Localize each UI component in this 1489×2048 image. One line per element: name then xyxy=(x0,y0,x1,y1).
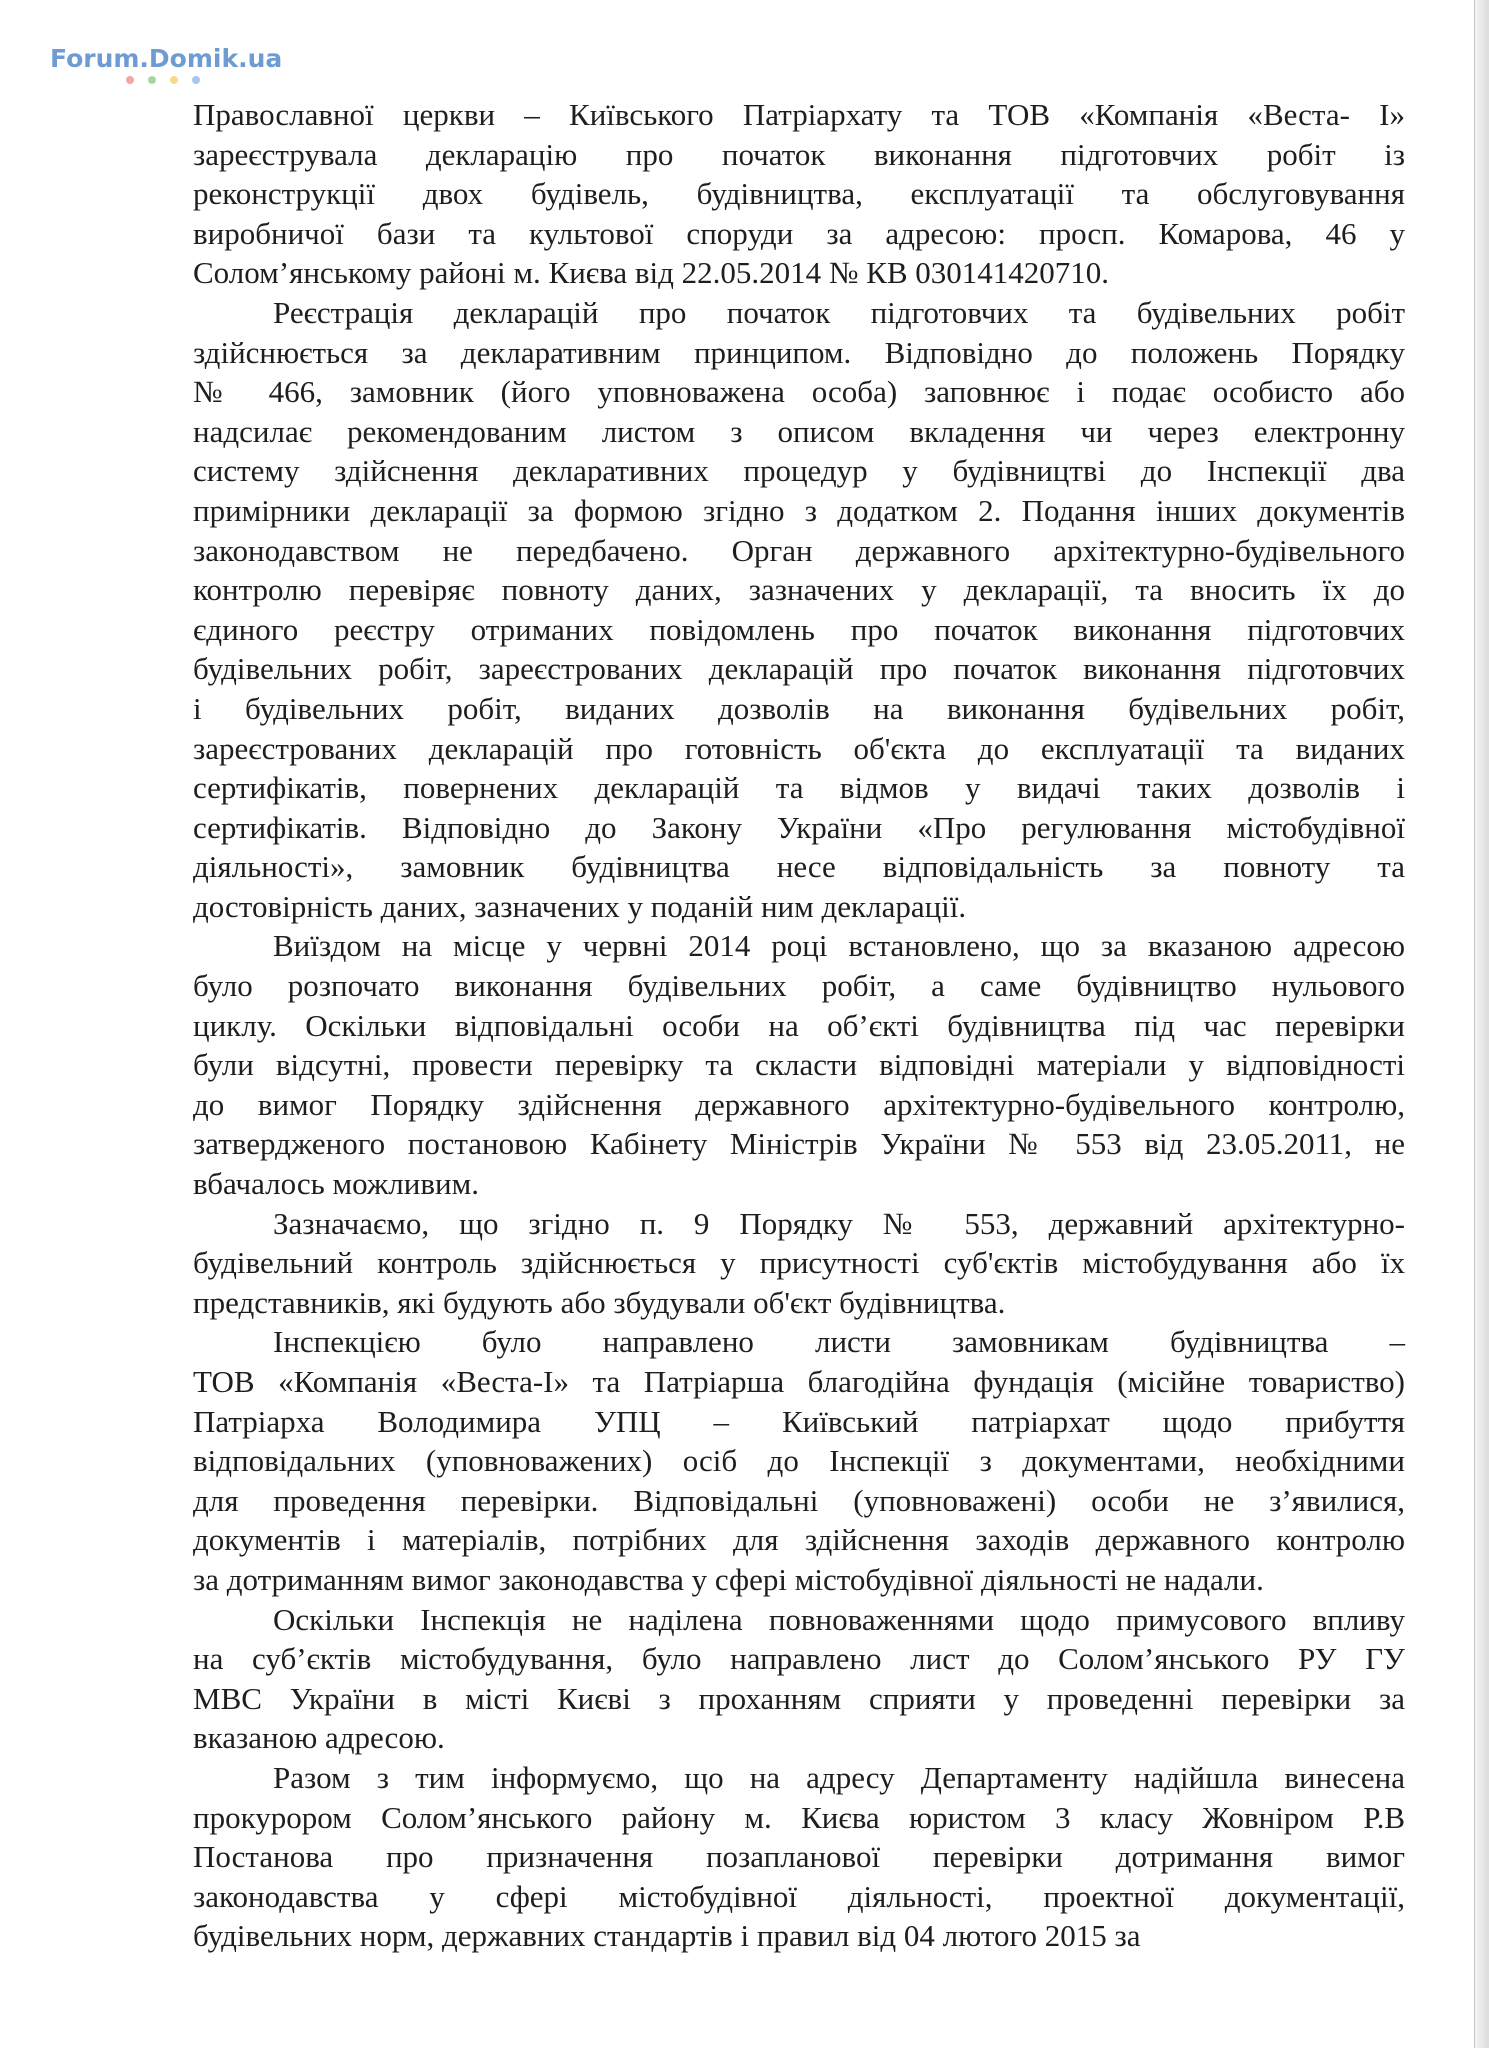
text-line: будівельних норм, державних стандартів і правил від 04 лютого 2015 за xyxy=(193,1918,1141,1954)
paragraph xyxy=(193,293,1405,927)
letter-body xyxy=(193,95,1405,1956)
text-line: законодавства у сфері містобудівної діяльності, проектної документації, xyxy=(193,1878,1405,1914)
text-line: вбачалось можливим. xyxy=(193,1166,479,1202)
text-line: Реєстрація декларацій про початок підготовчих та будівельних робіт xyxy=(273,294,1405,330)
text-line: Солом’янському районі м. Києва від 22.05.2014 № КВ 030141420710. xyxy=(193,255,1110,291)
text-line: Разом з тим інформуємо, що на адресу Департаменту надійшла винесена xyxy=(273,1759,1405,1795)
text-line: законодавством не передбачено. Орган державного архітектурно-будівельного xyxy=(193,532,1405,568)
text-line: будівельних робіт, зареєстрованих декларацій про початок виконання підготовчих xyxy=(193,651,1405,687)
text-line: було розпочато виконання будівельних робіт, а саме будівництво нульового xyxy=(193,968,1405,1004)
watermark-dot xyxy=(192,76,200,84)
text-line: надсилає рекомендованим листом з описом вкладення чи через електронну xyxy=(193,413,1405,449)
scan-page-edge xyxy=(1474,0,1489,2048)
text-line: Патріарха Володимира УПЦ – Київський патріархат щодо прибуття xyxy=(193,1403,1405,1439)
paragraph xyxy=(193,926,1405,1203)
paragraph xyxy=(193,1600,1405,1758)
text-line: МВС України в місті Києві з проханням сприяти у проведенні перевірки за xyxy=(193,1680,1405,1716)
watermark-dots xyxy=(126,76,200,84)
text-line: Постанова про призначення позапланової перевірки дотримання вимог xyxy=(193,1839,1405,1875)
text-line: відповідальних (уповноважених) осіб до Інспекції з документами, необхідними xyxy=(193,1443,1405,1479)
text-line: зареєстрованих декларацій про готовність об'єкта до експлуатації та виданих xyxy=(193,730,1405,766)
watermark-dot xyxy=(126,76,134,84)
paragraph xyxy=(193,1758,1405,1956)
text-line: здійснюється за декларативним принципом. Відповідно до положень Порядку xyxy=(193,334,1405,370)
text-line: ТОВ «Компанія «Веста-І» та Патріарша благодійна фундація (місійне товариство) xyxy=(193,1364,1405,1399)
text-line: сертифікатів, повернених декларацій та відмов у видачі таких дозволів і xyxy=(193,770,1405,806)
forum-watermark: Forum.Domik.ua xyxy=(50,44,283,73)
watermark-dot xyxy=(170,76,178,84)
text-line: циклу. Оскільки відповідальні особи на об’єкті будівництва під час перевірки xyxy=(193,1007,1405,1043)
text-line: документів і матеріалів, потрібних для здійснення заходів державного контролю xyxy=(193,1522,1405,1558)
text-line: до вимог Порядку здійснення державного архітектурно-будівельного контролю, xyxy=(193,1086,1405,1122)
text-line: виробничої бази та культової споруди за адресою: просп. Комарова, 46 у xyxy=(193,215,1405,251)
text-line: Інспекцією було направлено листи замовникам будівництва – xyxy=(273,1324,1405,1360)
text-line: будівельний контроль здійснюється у присутності суб'єктів містобудування або їх xyxy=(193,1245,1405,1281)
paragraph xyxy=(193,1204,1405,1323)
text-line: за дотриманням вимог законодавства у сфері містобудівної діяльності не надали. xyxy=(193,1561,1264,1597)
paragraph xyxy=(193,95,1405,293)
watermark-dot xyxy=(148,76,156,84)
text-line: контролю перевіряє повноту даних, зазначених у декларації, та вносить їх до xyxy=(193,572,1405,608)
text-line: на суб’єктів містобудування, було направлено лист до Солом’янського РУ ГУ xyxy=(193,1641,1405,1677)
text-line: Виїздом на місце у червні 2014 році встановлено, що за вказаною адресою xyxy=(273,928,1405,964)
text-line: Православної церкви – Київського Патріархату та ТОВ «Компанія «Веста- І» xyxy=(193,97,1405,132)
text-line: діяльності», замовник будівництва несе відповідальність за повноту та xyxy=(193,849,1405,885)
text-line: зареєструвала декларацію про початок виконання підготовчих робіт із xyxy=(193,136,1405,172)
text-line: були відсутні, провести перевірку та скласти відповідні матеріали у відповідності xyxy=(193,1047,1405,1083)
paragraph xyxy=(193,1322,1405,1599)
text-line: № 466, замовник (його уповноважена особа) заповнює і подає особисто або xyxy=(193,374,1405,410)
text-line: Оскільки Інспекція не наділена повноваженнями щодо примусового впливу xyxy=(273,1601,1405,1637)
text-line: для проведення перевірки. Відповідальні (уповноважені) особи не з’явилися, xyxy=(193,1482,1405,1518)
text-line: реконструкції двох будівель, будівництва, експлуатації та обслуговування xyxy=(193,176,1405,212)
text-line: вказаною адресою. xyxy=(193,1720,445,1756)
text-line: Зазначаємо, що згідно п. 9 Порядку № 553, державний архітектурно- xyxy=(273,1205,1405,1241)
text-line: представників, які будують або збудували об'єкт будівництва. xyxy=(193,1284,1006,1320)
text-line: примірники декларації за формою згідно з додатком 2. Подання інших документів xyxy=(193,492,1405,528)
text-line: достовірність даних, зазначених у поданій ним декларації. xyxy=(193,888,967,924)
text-line: систему здійснення декларативних процедур у будівництві до Інспекції два xyxy=(193,453,1405,489)
text-line: затвердженого постановою Кабінету Міністрів України № 553 від 23.05.2011, не xyxy=(193,1126,1405,1162)
text-line: прокурором Солом’янського району м. Києва юристом 3 класу Жовніром Р.В xyxy=(193,1799,1405,1835)
text-line: сертифікатів. Відповідно до Закону України «Про регулювання містобудівної xyxy=(193,809,1405,845)
text-line: і будівельних робіт, виданих дозволів на виконання будівельних робіт, xyxy=(193,690,1405,726)
text-line: єдиного реєстру отриманих повідомлень про початок виконання підготовчих xyxy=(193,611,1405,647)
